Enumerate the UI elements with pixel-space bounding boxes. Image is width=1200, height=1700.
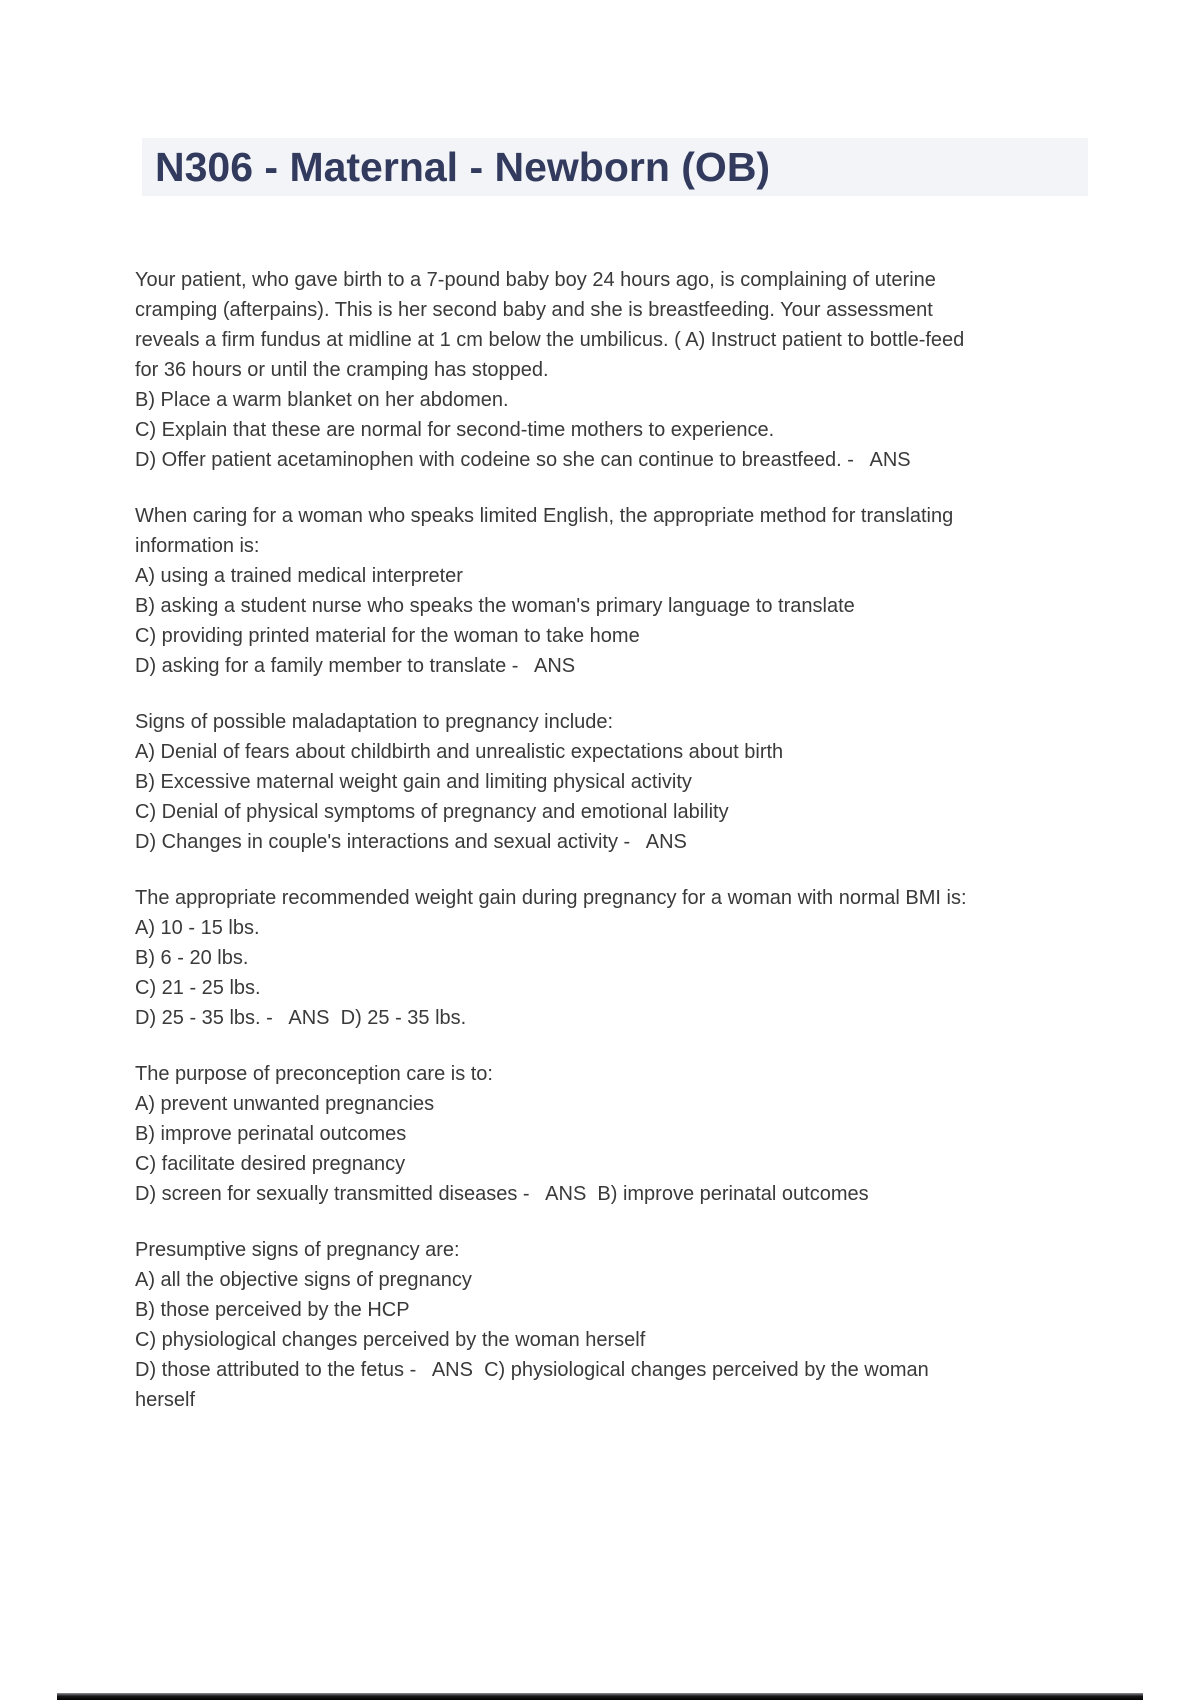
question-block-6 (135, 1235, 1145, 1415)
question-option-line: A) Denial of fears about childbirth and unrealistic expectations about birth (135, 741, 784, 763)
question-option-line: C) providing printed material for the woman to take home (135, 625, 640, 647)
page-title: N306 - Maternal - Newborn (OB) (155, 143, 771, 190)
question-option-line: A) using a trained medical interpreter (135, 565, 463, 587)
question-line: for 36 hours or until the cramping has stopped. (135, 359, 549, 381)
question-option-line: D) 25 - 35 lbs. - ANS D) 25 - 35 lbs. (135, 1007, 467, 1029)
question-option-line: B) Excessive maternal weight gain and limiting physical activity (135, 771, 692, 793)
question-option-line: B) improve perinatal outcomes (135, 1123, 407, 1145)
question-option-line: D) Changes in couple's interactions and sexual activity - ANS (135, 831, 687, 853)
question-block-3 (135, 707, 1145, 857)
question-option-line: C) physiological changes perceived by the woman herself (135, 1329, 646, 1351)
question-option-line: C) Explain that these are normal for second-time mothers to experience. (135, 419, 775, 441)
question-line: The appropriate recommended weight gain during pregnancy for a woman with normal BMI is: (135, 887, 967, 909)
question-option-line: A) prevent unwanted pregnancies (135, 1093, 435, 1115)
question-option-line: A) 10 - 15 lbs. (135, 917, 260, 939)
document-title-bar (142, 138, 1088, 196)
question-option-line: B) those perceived by the HCP (135, 1299, 410, 1321)
question-line: Presumptive signs of pregnancy are: (135, 1239, 460, 1261)
question-option-line: B) Place a warm blanket on her abdomen. (135, 389, 509, 411)
question-block-1 (135, 265, 1145, 475)
question-option-line: D) asking for a family member to translate - ANS (135, 655, 576, 677)
document-body (135, 265, 1145, 1441)
question-block-2 (135, 501, 1145, 681)
question-option-line: D) screen for sexually transmitted diseases - ANS B) improve perinatal outcomes (135, 1183, 869, 1205)
next-page-top-edge (57, 1693, 1143, 1700)
question-option-line: herself (135, 1389, 196, 1411)
question-block-5 (135, 1059, 1145, 1209)
question-line: Your patient, who gave birth to a 7-pound baby boy 24 hours ago, is complaining of uterine (135, 269, 936, 291)
question-line: cramping (afterpains). This is her second baby and she is breastfeeding. Your assessment (135, 299, 933, 321)
question-option-line: D) those attributed to the fetus - ANS C) physiological changes perceived by the woman (135, 1359, 929, 1381)
question-option-line: B) 6 - 20 lbs. (135, 947, 249, 969)
question-line: Signs of possible maladaptation to pregnancy include: (135, 711, 614, 733)
question-line: The purpose of preconception care is to: (135, 1063, 493, 1085)
question-line: reveals a firm fundus at midline at 1 cm below the umbilicus. ( A) Instruct patient to bottle-feed (135, 329, 965, 351)
question-option-line: A) all the objective signs of pregnancy (135, 1269, 472, 1291)
question-line: When caring for a woman who speaks limited English, the appropriate method for translating (135, 505, 954, 527)
question-block-4 (135, 883, 1145, 1033)
question-line: information is: (135, 535, 260, 557)
question-option-line: C) Denial of physical symptoms of pregnancy and emotional lability (135, 801, 729, 823)
question-option-line: C) 21 - 25 lbs. (135, 977, 261, 999)
question-option-line: C) facilitate desired pregnancy (135, 1153, 406, 1175)
question-option-line: D) Offer patient acetaminophen with codeine so she can continue to breastfeed. - ANS (135, 449, 911, 471)
question-option-line: B) asking a student nurse who speaks the woman's primary language to translate (135, 595, 855, 617)
